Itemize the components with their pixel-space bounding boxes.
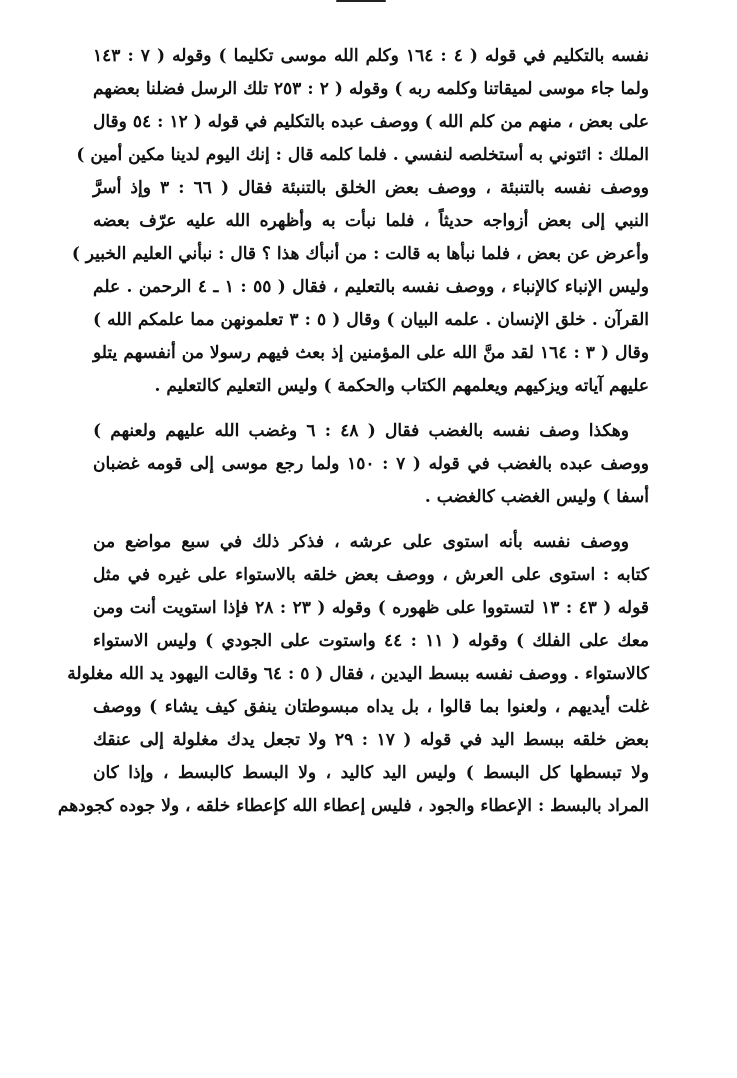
text-line: عليهم آياته ويزكيهم ويعلمهم الكتاب والحكمة ) وليس التعليم كالتعليم . [154, 376, 649, 396]
text-line: غلت أيديهم ، ولعنوا بما قالوا ، بل يداه مبسوطتان ينفق كيف يشاء ) ووصف [93, 697, 649, 717]
text-line: وأعرض عن بعض ، فلما نبأها به قالت : من أنبأك هذا ؟ قال : نبأني العليم الخبير ) [71, 244, 649, 264]
text-line: النبي إلى بعض أزواجه حديثاً ، فلما نبأت به وأظهره الله عليه عرّف بعضه [93, 211, 649, 231]
text-line: على بعض ، منهم من كلم الله ) ووصف عبده بالتكليم في قوله ( ١٢ : ٥٤ وقال [93, 112, 649, 132]
text-line: القرآن . خلق الإنسان . علمه البيان ) وقال ( ٥ : ٣ تعلمونهن مما علمكم الله ) [93, 310, 649, 330]
page-top-mark [336, 0, 386, 2]
text-line: ووصف نفسه بأنه استوى على عرشه ، فذكر ذلك في سبع مواضع من [93, 532, 629, 552]
text-line: ولما جاء موسى لميقاتنا وكلمه ربه ) وقوله ( ٢ : ٢٥٣ تلك الرسل فضلنا بعضهم [93, 79, 649, 99]
text-line: وقال ( ٣ : ١٦٤ لقد منَّ الله على المؤمنين إذ بعث فيهم رسولا من أنفسهم يتلو [93, 343, 649, 363]
text-line: وهكذا وصف نفسه بالغضب فقال ( ٤٨ : ٦ وغضب الله عليهم ولعنهم ) [93, 421, 629, 441]
text-line: نفسه بالتكليم في قوله ( ٤ : ١٦٤ وكلم الله موسى تكليما ) وقوله ( ٧ : ١٤٣ [93, 46, 649, 66]
text-line: ولا تبسطها كل البسط ) وليس اليد كاليد ، ولا البسط كالبسط ، وإذا كان [93, 763, 649, 783]
text-line: معك على الفلك ) وقوله ( ١١ : ٤٤ واستوت على الجودي ) وليس الاستواء [93, 631, 649, 651]
text-line: كالاستواء . ووصف نفسه ببسط اليدين ، فقال ( ٥ : ٦٤ وقالت اليهود يد الله مغلولة [67, 664, 649, 684]
text-line: أسفا ) وليس الغضب كالغضب . [424, 487, 649, 507]
text-line: الملك : ائتوني به أستخلصه لنفسي . فلما كلمه قال : إنك اليوم لدينا مكين أمين ) [76, 145, 649, 165]
text-line: كتابه : استوى على العرش ، ووصف بعض خلقه بالاستواء على غيره في مثل [93, 565, 649, 585]
text-line: ووصف عبده بالغضب في قوله ( ٧ : ١٥٠ ولما رجع موسى إلى قومه غضبان [93, 454, 650, 474]
text-line: المراد بالبسط : الإعطاء والجود ، فليس إعطاء الله كإعطاء خلقه ، ولا جوده كجودهم [57, 796, 649, 816]
text-line: قوله ( ٤٣ : ١٣ لتستووا على ظهوره ) وقوله ( ٢٣ : ٢٨ فإذا استويت أنت ومن [93, 598, 649, 618]
text-line: بعض خلقه ببسط اليد في قوله ( ١٧ : ٢٩ ولا تجعل يدك مغلولة إلى عنقك [93, 730, 650, 750]
page-body [57, 40, 650, 823]
text-line: ووصف نفسه بالتنبئة ، ووصف بعض الخلق بالتنبئة فقال ( ٦٦ : ٣ وإذ أسرَّ [93, 178, 649, 198]
text-line: وليس الإنباء كالإنباء ، ووصف نفسه بالتعليم ، فقال ( ٥٥ : ١ ـ ٤ الرحمن . علم [93, 277, 649, 297]
